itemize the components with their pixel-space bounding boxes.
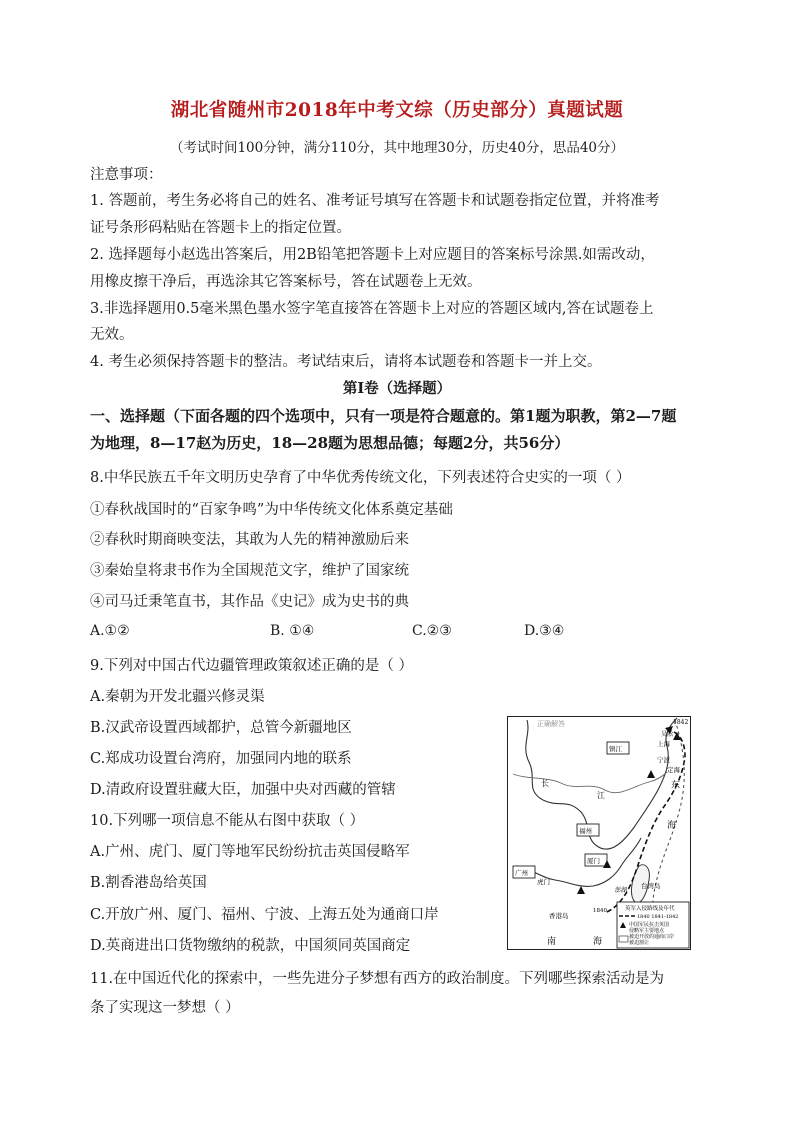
question-8-option-c: C.②③ [412,623,452,639]
legend-title: 英军入侵路线及年代 [625,906,675,912]
question-11-stem: 条了实现这一梦想（ ） [90,1000,240,1016]
map-city-label: 福州 [579,827,592,835]
exam-title: 湖北省随州市2018年中考文综（历史部分）真题试题 [170,100,624,121]
legend-years: 1840 1841-1842 [637,914,679,920]
legend-item: 被迫开放的通商口岸 [629,934,675,940]
section-instructions: 一、选择题（下面各题的四个选项中，只有一项是符合题意的。第1题为职教，第2—7题 [90,407,677,425]
question-8-option-d: D.③④ [524,623,565,639]
map-sea-label: 南 [547,937,557,947]
question-10-option-c: C.开放广州、厦门、福州、宁波、上海五处为通商口岸 [90,907,439,923]
question-8-option-b: B. ①④ [270,623,315,639]
legend-item: 中国军民抗击英国 [629,922,670,928]
question-10-stem: 10.下列哪一项信息不能从右图中获取（ ） [90,813,365,829]
notice-line: 3.非选择题用0.5毫米黑色墨水签字笔直接答在答题卡上对应的答题区域内,答在试题卷上 [90,301,654,317]
question-10-option-d: D.英商进出口货物缴纳的税款，中国须同英国商定 [90,938,411,954]
legend-year-label: 1840 [593,908,607,914]
map-place-label: 澎湖 [615,887,628,894]
map-city-label: 香港岛 [549,912,569,920]
notice-line: 证号条形码粘贴在答题卡上的指定位置。 [90,220,351,236]
notice-heading: 注意事项： [90,167,163,183]
notice-line: 用橡皮擦干净后，再选涂其它答案标号，答在试题卷上无效。 [90,274,482,290]
map-city-label: 上海 [657,740,670,748]
map-watermark: 正确解答 [537,720,565,728]
map-city-label: 宁波 [657,756,670,764]
map-river-label: 江 [597,791,605,800]
notice-line: 1. 答题前，考生务必将自己的姓名、准考证号填写在答题卡和试题卷指定位置，并将准考 [90,193,660,209]
exam-subtitle: （考试时间100分钟，满分110分，其中地理30分，历史40分，思品40分） [169,140,625,156]
notice-line: 4. 考生必须保持答题卡的整洁。考试结束后，请将本试题卷和答题卡一并上交。 [90,354,602,370]
question-8-item: ①春秋战国时的“百家争鸣”为中华传统文化体系奠定基础 [90,502,453,518]
map-city-label: 镇江 [609,745,622,753]
part-heading: 第Ⅰ卷（选择题） [342,380,452,397]
question-9-option-b: B.汉武帝设置西域都护，总管今新疆地区 [90,720,352,736]
notice-line: 2. 选择题每小赵选出答案后，用2B铅笔把答题卡上对应题目的答案标号涂黑.如需改动， [90,247,655,263]
notice-line: 无效。 [90,327,134,343]
legend-item: 侵略军主要地点 [629,928,665,934]
section-instructions: 为地理，8—17赵为历史，18—28题为思想品德；每题2分，共56分） [90,434,570,452]
question-9-stem: 9.下列对中国古代边疆管理政策叙述正确的是（ ） [90,658,413,674]
question-8-item: ④司马迁秉笔直书，其作品《史记》成为史书的典 [90,594,409,610]
map-city-label: 广州 [515,869,528,877]
question-9-option-a: A.秦朝为开发北疆兴修灵渠 [90,689,265,705]
map-city-label: 吴淞 [661,731,674,738]
map-sea-label: 海 [593,937,603,947]
question-8-item: ②春秋时期商映变法，其敢为人先的精神激励后来 [90,532,409,548]
question-10-option-b: B.割香港岛给英国 [90,875,207,891]
map-city-label: 厦门 [587,857,600,865]
question-8-option-a: A.①② [90,623,130,639]
map-year-label: 1842 [673,719,689,726]
map-place-label: 台湾岛 [641,882,661,890]
map-river-label: 长 [541,779,549,788]
question-9-option-c: C.郑成功设置台湾府，加强同内地的联系 [90,751,352,767]
map-city-label: 定海 [667,766,680,774]
question-9-option-d: D.清政府设置驻藏大臣，加强中央对西藏的管辖 [90,782,396,798]
question-8-item: ③秦始皇将隶书作为全国规范文字，维护了国家统 [90,563,409,579]
legend-box-sample [619,936,628,942]
question-8-stem: 8.中华民族五千年文明历史孕育了中华优秀传统文化，下列表述符合史实的一项（ ） [90,470,631,486]
map-sea-label: 东 [671,781,681,791]
question-11-stem: 11.在中国近代化的探索中，一些先进分子梦想有西方的政治制度。下列哪些探索活动是为 [90,971,665,987]
legend-item: 被迫割让 [629,940,650,946]
opium-war-map [507,716,691,950]
map-city-label: 虎门 [537,878,550,886]
question-10-option-a: A.广州、虎门、厦门等地军民纷纷抗击英国侵略军 [90,844,410,860]
map-sea-label: 海 [667,821,677,831]
